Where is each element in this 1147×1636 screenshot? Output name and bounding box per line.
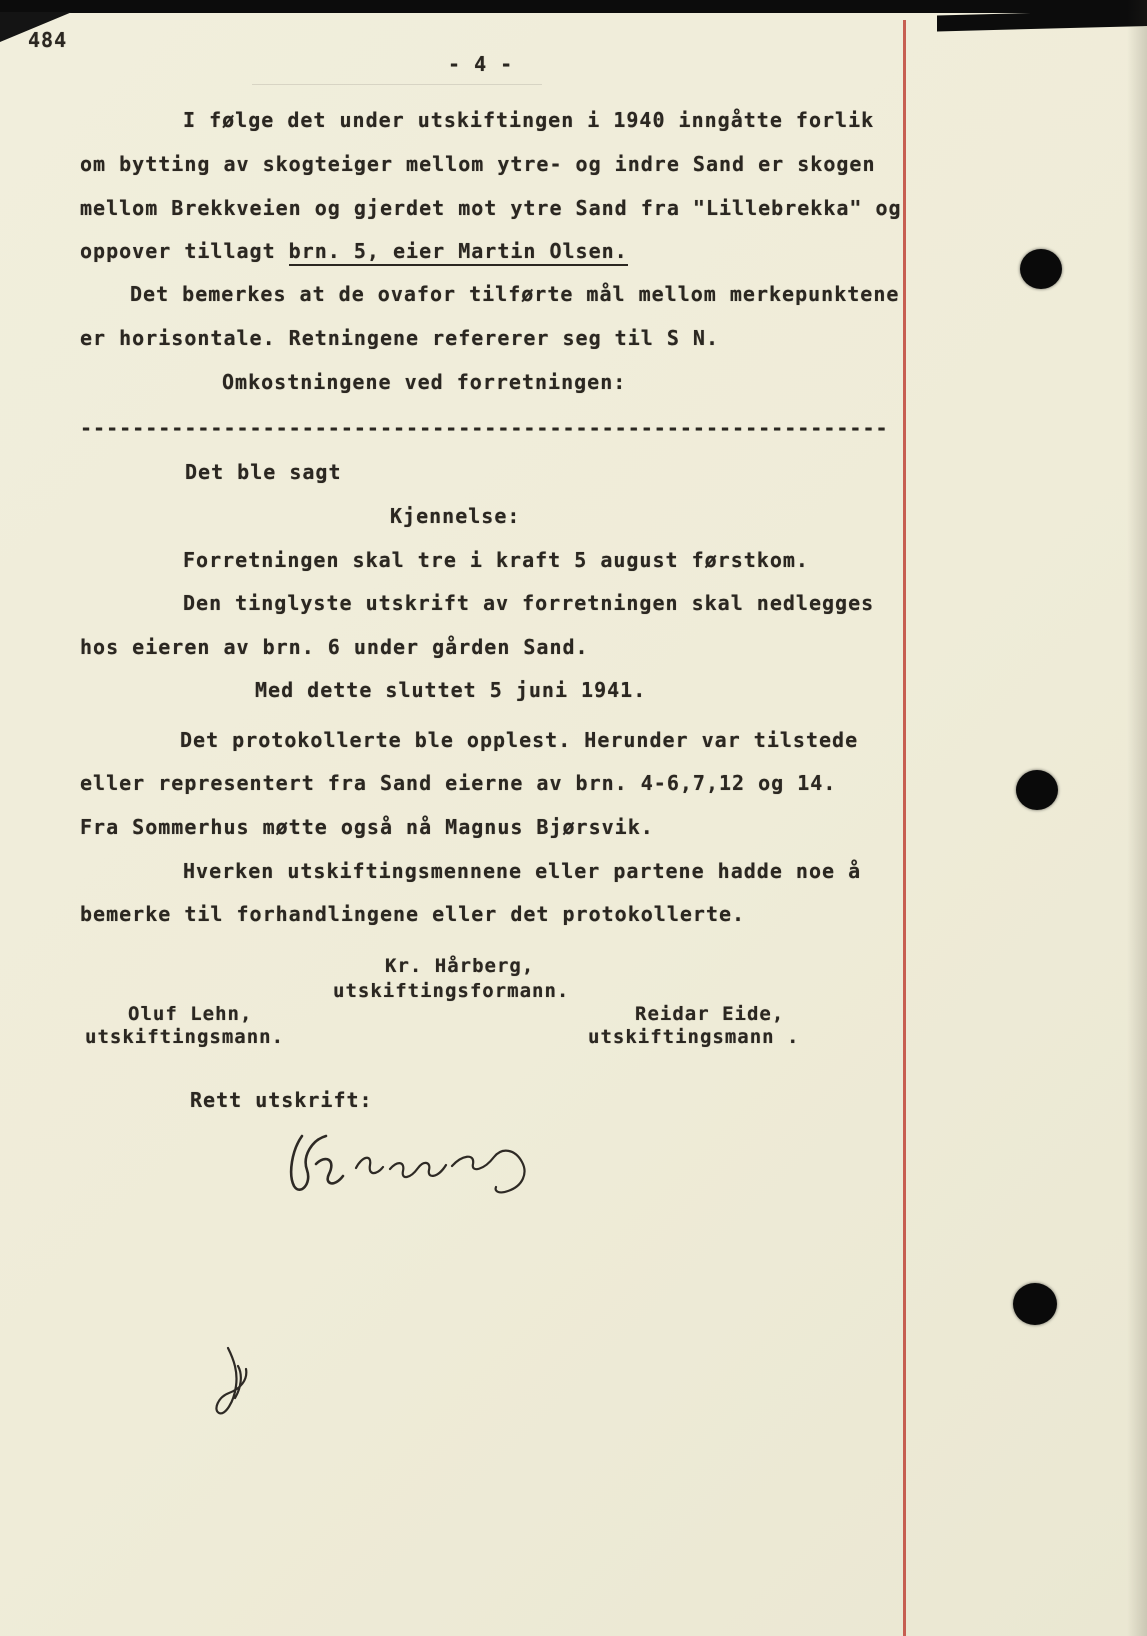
body-line: Den tinglyste utskrift av forretningen skal nedlegges [183, 591, 875, 615]
body-line: I følge det under utskiftingen i 1940 inngåtte forlik [183, 108, 875, 132]
body-line: Hverken utskiftingsmennene eller partene hadde noe å [183, 859, 862, 883]
page-header-number: - 4 - [448, 52, 514, 76]
said-line: Det ble sagt [185, 460, 342, 484]
certified-label: Rett utskrift: [190, 1088, 373, 1112]
signature-name: Reidar Eide, [635, 1003, 785, 1025]
scan-artifact-right-edge [1127, 0, 1147, 1636]
signature-title: utskiftingsmann . [588, 1026, 800, 1048]
body-line: Forretningen skal tre i kraft 5 august førstkom. [183, 548, 809, 572]
punch-hole-middle [1016, 770, 1058, 810]
body-line [80, 239, 628, 263]
initials-mark [210, 1342, 265, 1426]
punch-hole-bottom [1013, 1283, 1057, 1325]
scan-artifact-top-band [0, 0, 1147, 13]
body-line: Med dette sluttet 5 juni 1941. [255, 678, 647, 702]
body-line: om bytting av skogteiger mellom ytre- og indre Sand er skogen [80, 152, 876, 176]
underlined-text: brn. 5, eier Martin Olsen. [289, 239, 628, 266]
signature-title: utskiftingsformann. [333, 980, 570, 1002]
signature-handwritten [280, 1122, 530, 1211]
corner-page-number: 484 [28, 28, 68, 52]
signature-title: utskiftingsmann. [85, 1026, 285, 1048]
scan-artifact-corner-right [937, 10, 1147, 31]
body-line: Det protokollerte ble opplest. Herunder var tilstede [180, 728, 859, 752]
divider-dashes: -------------------------------------------------------------- [80, 416, 889, 440]
signature-name: Oluf Lehn, [128, 1003, 253, 1025]
signature-name: Kr. Hårberg, [385, 955, 535, 977]
red-margin-line [903, 20, 906, 1636]
costs-line: Omkostningene ved forretningen: [222, 370, 627, 394]
body-line: er horisontale. Retningene refererer seg til S N. [80, 326, 720, 350]
body-line: hos eieren av brn. 6 under gården Sand. [80, 635, 589, 659]
body-line: bemerke til forhandlingene eller det protokollerte. [80, 902, 746, 926]
line-prefix: oppover tillagt [80, 239, 289, 263]
body-line: Det bemerkes at de ovafor tilførte mål mellom merkepunktene [130, 282, 900, 306]
body-line: Fra Sommerhus møtte også nå Magnus Bjørsvik. [80, 815, 654, 839]
scan-artifact-ghost-line [252, 84, 542, 85]
body-line: eller representert fra Sand eierne av brn. 4-6,7,12 og 14. [80, 771, 837, 795]
body-line: mellom Brekkveien og gjerdet mot ytre Sand fra "Lillebrekka" og [80, 196, 902, 220]
ruling-heading: Kjennelse: [390, 504, 521, 528]
punch-hole-top [1020, 249, 1062, 289]
